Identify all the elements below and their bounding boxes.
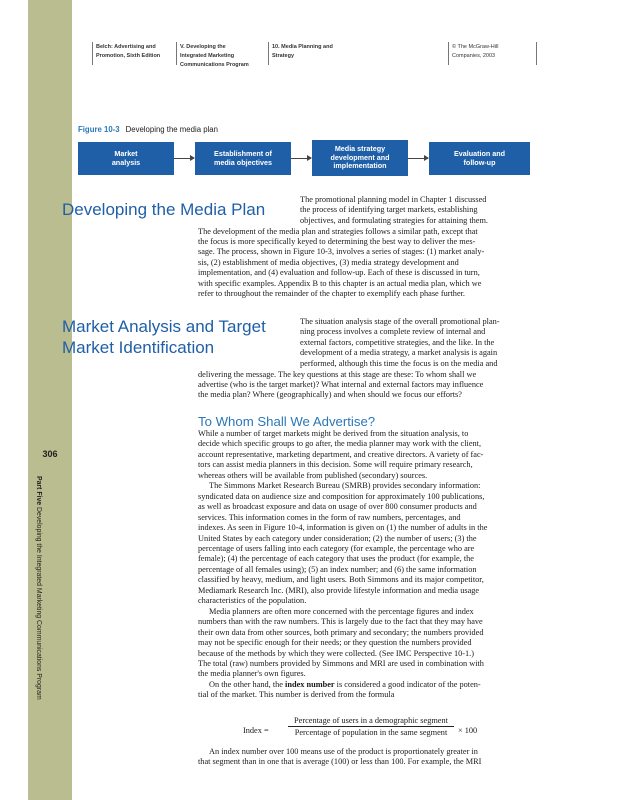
- term-index-number: index number: [285, 679, 335, 689]
- part-title: Developing the Integrated Marketing Communications Program: [35, 507, 42, 700]
- paragraph: While a number of target markets might be derived from the situation analysis, to decide which specific groups to go after, the media planner may work with the client, account representative, marketing department, and creative directors. A variety of fac- tors can assist media planners in this decision. Some will require primary research, whereas others will be available from published (secondary) sources.: [198, 429, 484, 480]
- figure-title: Developing the media plan: [125, 125, 218, 134]
- paragraph: The Simmons Market Research Bureau (SMRB) provides secondary information: syndicated data on audience size and composition for approximately 100 publications, as well as broadcast exposure and data on usage of over 800 consumer products and services. This information comes in the form of raw numbers, percentages, and indexes. As seen in Figure 10-4, information is given on (1) the number of adults in the United States by each category under consideration; (2) the number of users; (3) the percentage of users falling into each category (for example, the percentage who are female); (4) the percentage of each category that uses the product (for example, the percentage of all females using); (5) an index number; and (6) the same information classified by heavy, medium, and light users. Both Simmons and its major competitor, Mediamark Research Inc. (MRI), also provide lifestyle information and media usage characteristics of the population.: [198, 481, 488, 606]
- header-copyright: © The McGraw-Hill Companies, 2003: [448, 42, 537, 65]
- section-heading-market-analysis: Market Analysis and Target Market Identification: [62, 317, 266, 357]
- section3-text: [198, 429, 525, 701]
- flow-step-evaluation: Evaluation and follow-up: [429, 142, 530, 175]
- section-heading-developing-media-plan: Developing the Media Plan: [62, 200, 266, 219]
- paragraph: Media planners are often more concerned with the percentage figures and index numbers than with the raw numbers. This is largely due to the fact that they may have their own data from other sources, both primary and secondary; the numbers provided may not be specific enough for their needs; or they question the numbers provided because of the methods by which they were collected. (See IMC Perspective 10-1.) The total (raw) numbers provided by Simmons and MRI are used in combination with the media planner's own figures.: [198, 606, 484, 679]
- flow-arrow: [174, 158, 194, 159]
- flow-arrow: [291, 158, 311, 159]
- page-number: 306: [42, 449, 58, 459]
- section3-closing-text: An index number over 100 means use of the product is proportionately greater in that segment than in one that is average (100) or less than 100. For example, the MRI: [198, 747, 482, 767]
- formula-fraction: [288, 716, 454, 737]
- header-chapter: 10. Media Planning and Strategy: [268, 42, 450, 65]
- formula-numerator: Percentage of users in a demographic segment: [288, 716, 454, 727]
- formula-denominator: Percentage of population in the same segment: [294, 728, 448, 737]
- header-book: Belch: Advertising and Promotion, Sixth Edition: [92, 42, 170, 65]
- part-label: [35, 476, 42, 700]
- part-number: Part Five: [35, 476, 42, 506]
- flow-step-media-objectives: Establishment of media objectives: [195, 142, 291, 175]
- flow-step-market-analysis: Market analysis: [78, 142, 174, 175]
- formula-multiplier: × 100: [458, 726, 478, 735]
- subheading-to-whom-advertise: To Whom Shall We Advertise?: [198, 414, 376, 429]
- paragraph: On the other hand, the index number is considered a good indicator of the poten- tial of the market. This number is derived from the formula: [198, 679, 481, 700]
- header-part: V. Developing the Integrated Marketing Communications Program: [176, 42, 266, 65]
- figure-number: Figure 10-3: [78, 125, 120, 134]
- flow-step-media-strategy: Media strategy development and implementation: [312, 140, 408, 176]
- formula-lhs: Index =: [243, 726, 269, 735]
- figure-caption: [78, 125, 218, 134]
- flow-arrow: [408, 158, 428, 159]
